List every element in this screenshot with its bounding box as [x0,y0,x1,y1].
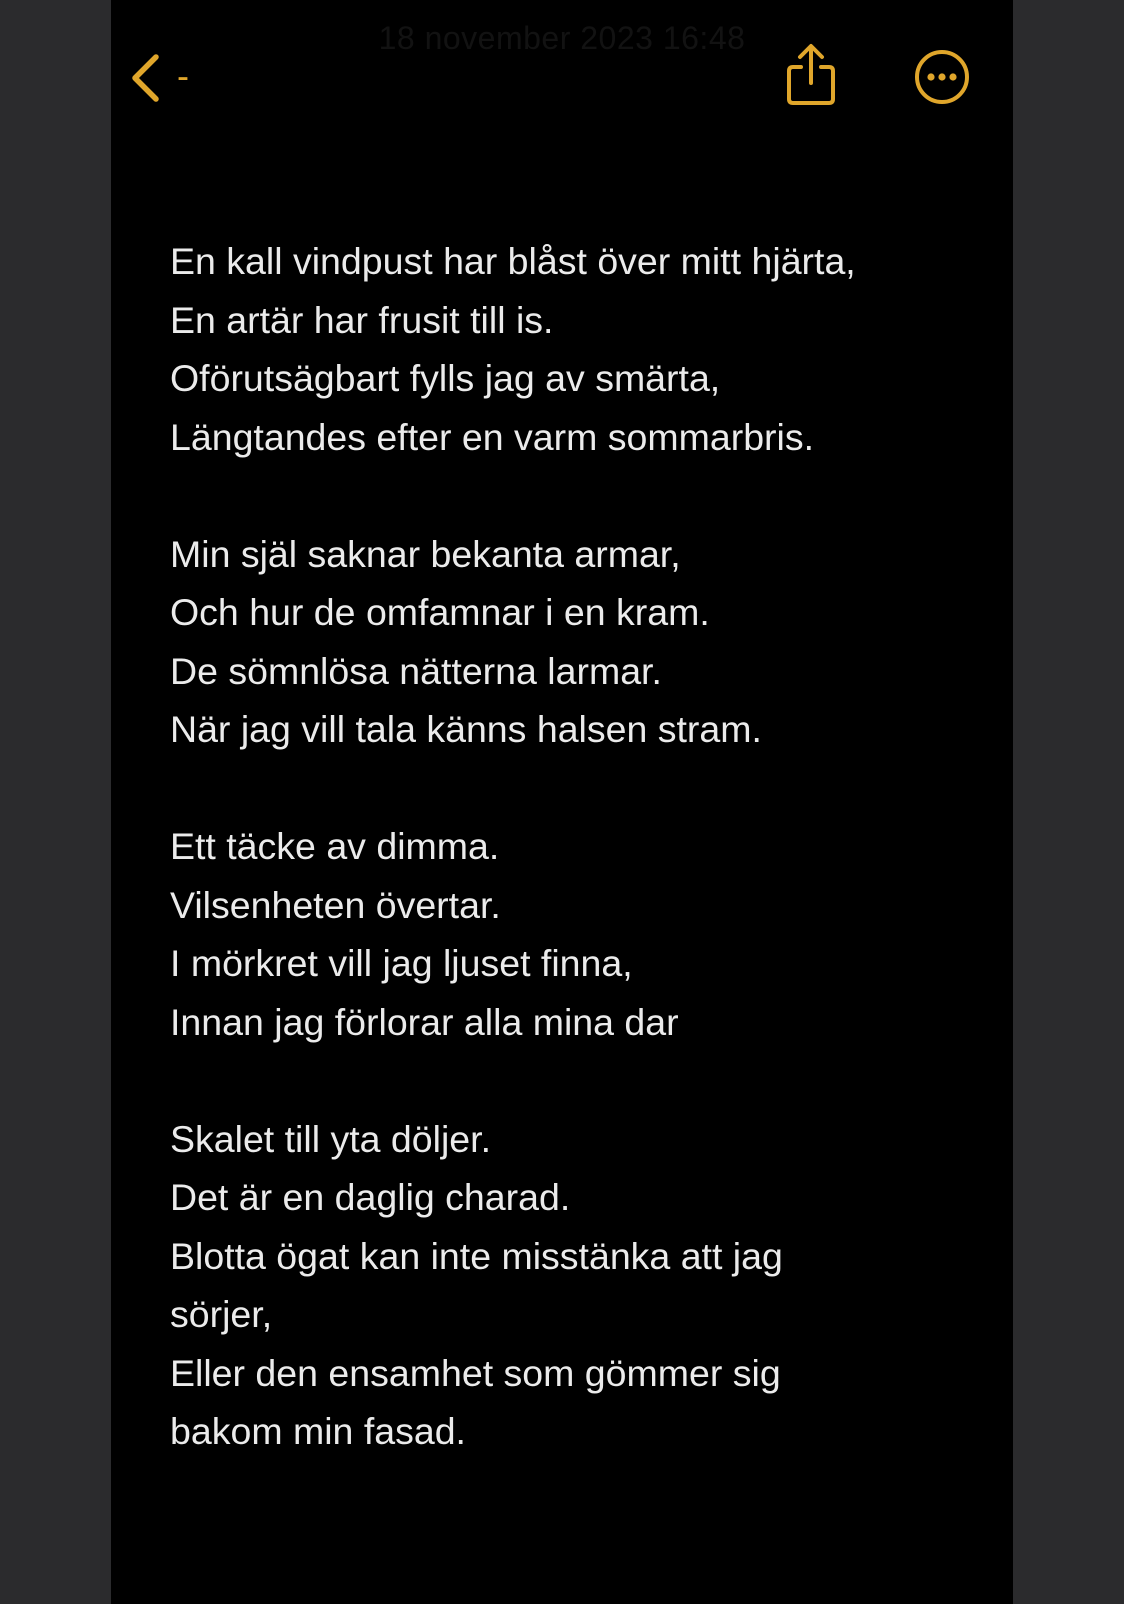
poem-line: Längtandes efter en varm sommarbris. [170,415,815,458]
chevron-left-icon [129,53,161,103]
poem-line: Oförutsägbart fylls jag av smärta, [170,357,721,399]
navigation-bar [111,0,1013,160]
poem-line: sörjer, [170,1293,273,1335]
poem-line: När jag vill tala känns halsen stram. [170,708,762,750]
poem-line: Innan jag förlorar alla mina dar [170,1000,679,1043]
poem-line: Det är en daglig charad. [170,1176,571,1218]
stanza [170,232,970,466]
poem-line: bakom min fasad. [170,1410,466,1452]
share-button[interactable] [783,42,839,108]
back-button[interactable] [129,50,239,106]
poem-line: En artär har frusit till is. [170,298,554,341]
notes-screen [111,0,1013,1604]
poem-line: Ett täcke av dimma. [170,825,500,867]
note-timestamp: 18 november 2023 16:48 [378,20,746,56]
more-options-button[interactable] [913,48,971,106]
note-body[interactable] [170,232,970,1519]
poem-line: I mörkret vill jag ljuset finna, [170,942,633,984]
poem-line: De sömnlösa nätterna larmar. [170,649,662,692]
poem-line: Eller den ensamhet som gömmer sig [170,1351,781,1394]
poem-line: Blotta ögat kan inte misstänka att jag [170,1234,783,1277]
share-icon [783,95,839,112]
poem-line: Min själ saknar bekanta armar, [170,532,681,575]
poem-line: En kall vindpust har blåst över mitt hjärta, [170,240,856,282]
ellipsis-circle-icon [913,93,971,110]
poem-line: Och hur de omfamnar i en kram. [170,591,710,633]
poem-line: Vilsenheten övertar. [170,883,501,926]
back-button-label: - [177,55,189,96]
stanza [170,525,970,759]
poem-line: Skalet till yta döljer. [170,1117,491,1160]
stanza [170,1110,970,1461]
stanza [170,817,970,1051]
